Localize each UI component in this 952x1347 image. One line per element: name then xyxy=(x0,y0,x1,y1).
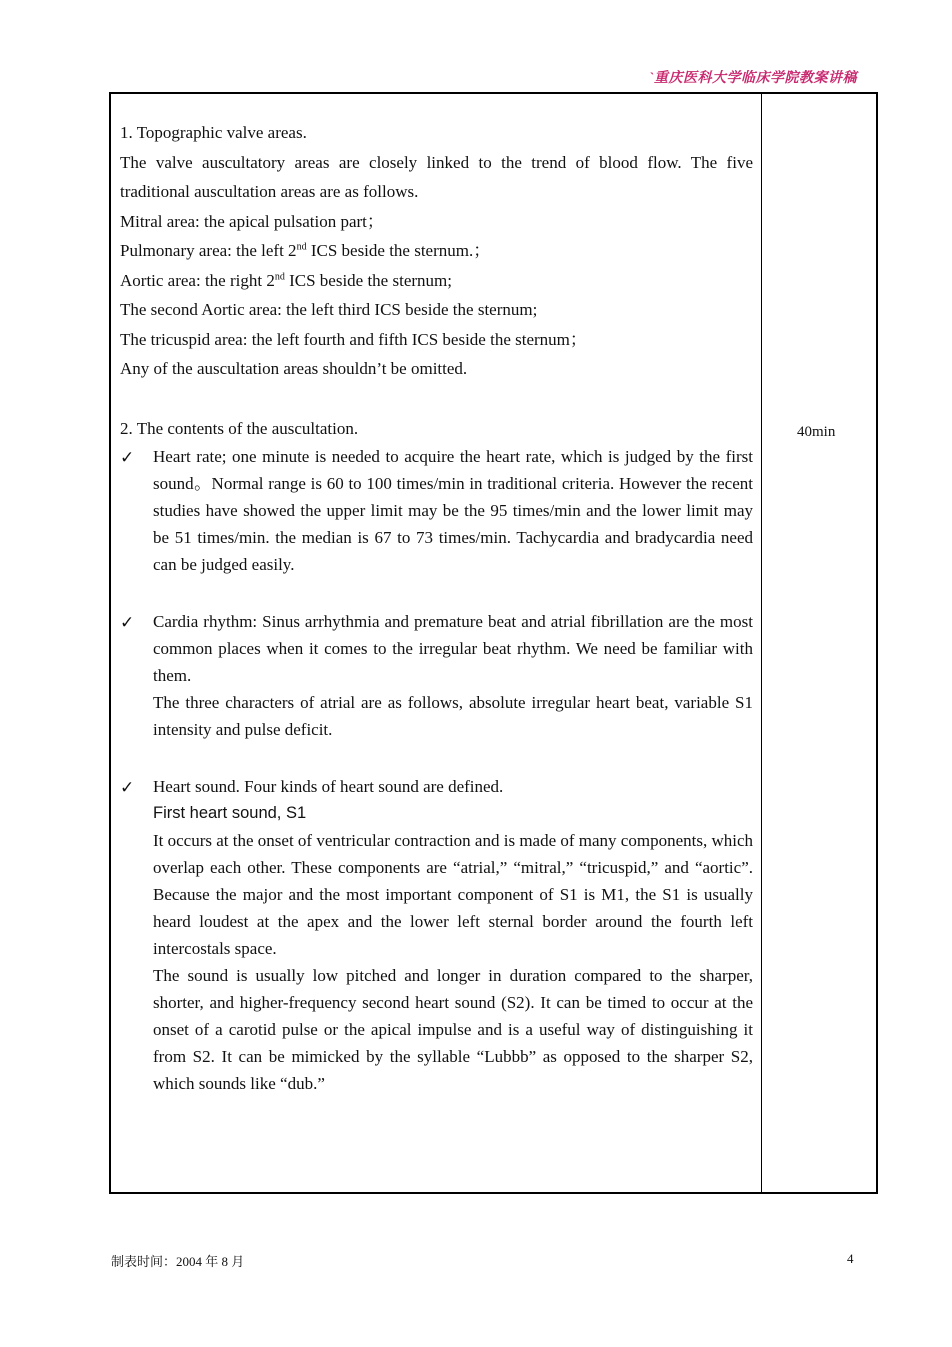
heart-sound-item xyxy=(120,773,753,1097)
footer-date: 制表时间：2004 年 8 月 xyxy=(111,1254,245,1269)
check-icon: ✓ xyxy=(120,613,135,632)
aortic-area: Aortic area: the right 2nd ICS beside the sternum; xyxy=(120,270,452,290)
pulmonary-area: Pulmonary area: the left 2nd ICS beside the sternum.； xyxy=(120,241,491,260)
rhythm-atrial-text: The three characters of atrial are as follows, absolute irregular heart beat, variable S1 intensity and pulse deficit. xyxy=(153,693,753,739)
mitral-area: Mitral area: the apical pulsation part； xyxy=(120,211,384,231)
s1-title: First heart sound, S1 xyxy=(153,804,307,822)
check-icon: ✓ xyxy=(120,448,135,467)
time-cell: 40min xyxy=(797,424,836,440)
tricuspid-area: The tricuspid area: the left fourth and fifth ICS beside the sternum； xyxy=(120,329,587,349)
rhythm-item xyxy=(120,608,753,743)
second-aortic-area: The second Aortic area: the left third ICS beside the sternum; xyxy=(120,300,538,319)
check-icon: ✓ xyxy=(120,778,135,797)
lesson-table xyxy=(109,92,878,1194)
section1-intro: The valve auscultatory areas are closely linked to the trend of blood flow. The five traditional auscultation areas are as follows. xyxy=(120,152,753,201)
section2-heading: 2. The contents of the auscultation. xyxy=(120,418,359,438)
s1-paragraph-1: It occurs at the onset of ventricular contraction and is made of many components, which overlap each other. These components are “atrial,” “mitral,” “tricuspid,” and “aortic”. Because the major and the most important component of S1 is M1, the S1 is usually heard loudest at the apex and the lower left sternal border around the fourth left intercostals space. xyxy=(153,831,754,958)
heart-rate-text: Heart rate; one minute is needed to acquire the heart rate, which is judged by the first sound。Normal range is 60 to 100 times/min in traditional criteria. However the recent studies have showed the upper limit may be the 95 times/min and the lower limit may be 51 times/min. the median is 67 to 73 times/min. Tachycardia and bradycardia need can be judged easily. xyxy=(153,447,753,574)
heart-sound-text: Heart sound. Four kinds of heart sound are defined. xyxy=(153,777,504,796)
content-cell xyxy=(120,118,753,1097)
header-title: `重庆医科大学临床学院教案讲稿 xyxy=(648,71,857,86)
rhythm-text: Cardia rhythm: Sinus arrhythmia and premature beat and atrial fibrillation are the most common places when it comes to the irregular beat rhythm. We need be familiar with them. xyxy=(153,612,753,685)
heart-rate-item xyxy=(120,443,753,578)
s1-paragraph-2: The sound is usually low pitched and longer in duration compared to the sharper, shorter, and higher-frequency second heart sound (S2). It can be timed to occur at the onset of a carotid pulse or the apical impulse and is a useful way of distinguishing it from S2. It can be mimicked by the syllable “Lubbb” as opposed to the sharper S2, which sounds like “dub.” xyxy=(153,966,753,1093)
section1-heading: 1. Topographic valve areas. xyxy=(120,123,307,142)
column-divider xyxy=(761,94,762,1192)
page-number: 4 xyxy=(847,1251,854,1266)
omission-note: Any of the auscultation areas shouldn’t be omitted. xyxy=(120,359,468,378)
